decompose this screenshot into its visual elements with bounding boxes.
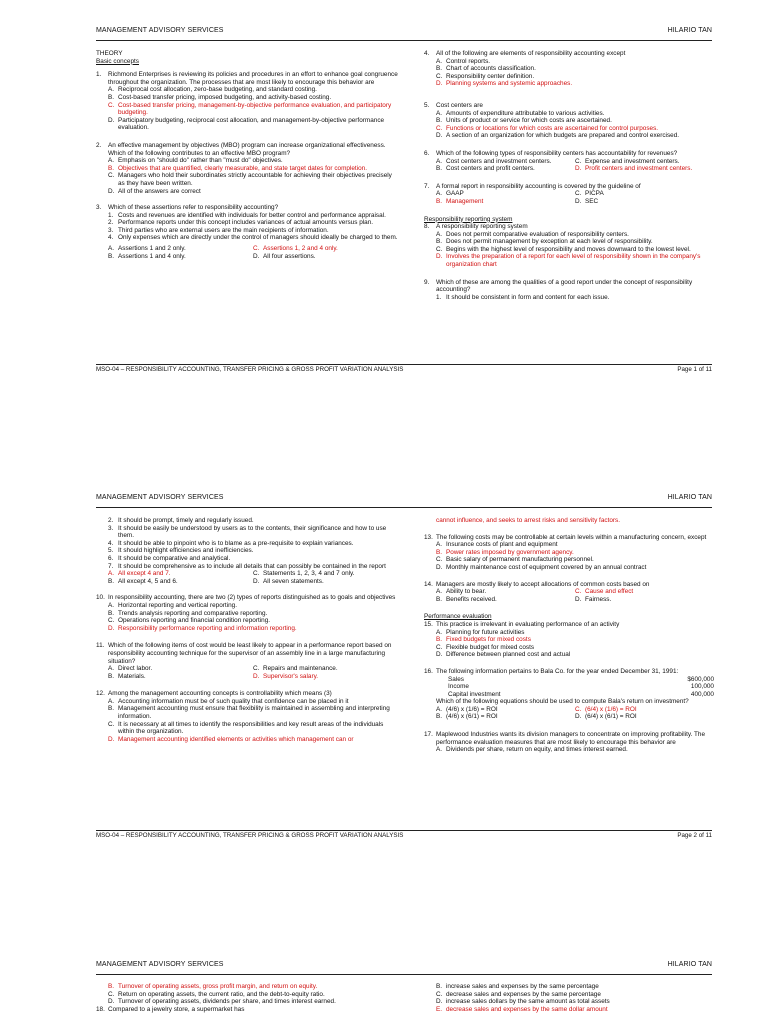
option-b: B. Does not permit management by exception at each level of responsibility. — [436, 238, 653, 246]
question-8: 8. A responsibility reporting system A. Does not permit comparative evaluation of responsibility centers. B. Does not permit management by exception at each level of responsibility. C. Begins with the highest level of responsibility and moves downward to the lowest level. D. Involves the preparation of a report for each level of responsibility shown in the company's organization chart — [424, 223, 714, 269]
option-c: C. PICPA — [575, 190, 604, 198]
assertion-4: 4. Only expenses which are directly under the control of managers should ideally be charged to them. — [108, 234, 398, 242]
option-b-answer: B. Objectives that are quantified, clearly measurable, and state target dates for completion. — [108, 164, 368, 172]
page-footer — [96, 366, 712, 376]
option-a: A. Direct labor. — [108, 665, 153, 673]
page-number: Page 2 of 11 — [677, 832, 712, 839]
statement-4: 4. It should be able to pinpoint who is to blame as a pre-requisite to explain variances. — [108, 539, 354, 547]
option-d: D. Difference between planned cost and actual — [436, 651, 571, 659]
option-d: D. (6/4) x (6/1) = ROI — [575, 713, 637, 721]
option-c: C. It is necessary at all times to identify the responsibilities and key result areas of the individuals within the organization. — [108, 720, 384, 736]
option-a: A. Insurance costs of plant and equipment — [436, 541, 558, 549]
question-13: 13. The following costs may be controllable at certain levels within a manufacturing concern, except A. Insurance costs of plant and equipment B. Power rates imposed by government agency. C. Basic salary of permanent manufacturing personnel. D. Monthly maintenance cost of equipment covered by an annual contract — [424, 534, 714, 572]
option-c: C. Managers who hold their subordinates strictly accountable for achieving their objectives precisely as they have been written. — [108, 172, 392, 187]
option-b: B. All except 4, 5 and 6. — [108, 577, 178, 585]
option-b: B. increase sales and expenses by the same percentage — [436, 983, 599, 990]
header-course: MANAGEMENT ADVISORY SERVICES — [96, 494, 224, 501]
right-column — [424, 983, 714, 1013]
option-b: B. Materials. — [108, 672, 146, 680]
question-ask: Which of the following equations should be used to compute Bala's return on investment? — [436, 698, 689, 706]
option-b: B. Management accounting must ensure that flexibility is maintained in assembling and interpreting information. — [108, 705, 390, 721]
options-grid — [96, 570, 398, 585]
option-a: A. Planning for future activities — [436, 628, 525, 636]
question-2: 2. An effective management by objectives (MBO) program can increase organizational effectiveness. Which of the following contributes to an effective MBO program? A. Emphasis on "should do" rather than "must do" objectives. B. Objectives that are quantified, clearly measurable, and state target dates for completion. C. Managers who hold their subordinates strictly accountable for achieving their objectives precisely as they have been written. D. All of the answers are correct — [96, 142, 398, 195]
option-d: D. All four assertions. — [253, 252, 316, 260]
question-12-continued: cannot influence, and seeks to arrest risks and sensitivity factors. — [436, 517, 620, 524]
statement-1: 1. It should be consistent in form and content for each issue. — [436, 293, 610, 301]
option-c: C. decrease sales and expenses by the same percentage — [436, 990, 601, 998]
question-10: 10. In responsibility accounting, there are two (2) types of reports distinguished as to goals and objectives A. Horizontal reporting and vertical reporting. B. Trends analysis reporting and comparative reporting. C. Operations reporting and financial condition reporting. D. Responsibility performance reporting and information reporting. — [96, 594, 398, 632]
header-course: MANAGEMENT ADVISORY SERVICES — [96, 961, 224, 968]
question-15: 15. This practice is irrelevant in evaluating performance of an activity A. Planning for future activities B. Fixed budgets for mixed costs C. Flexible budget for mixed costs D. Difference between planned cost and actual — [424, 621, 714, 659]
header-author: HILARIO TAN — [667, 961, 712, 968]
page-footer — [96, 832, 712, 842]
left-column — [96, 983, 398, 1013]
option-b: B. Assertions 1 and 4 only. — [108, 252, 186, 260]
question-5: 5. Cost centers are A. Amounts of expenditure attributable to various activities. B. Units of product or service for which costs are ascertained. C. Functions or locations for which costs are ascertained for control purposes. D. A section of an organization for which budgets are prepared and control exercised. — [424, 102, 714, 140]
question-number: 1. — [96, 71, 102, 79]
option-d: D. SEC — [575, 197, 599, 205]
option-b: B. Cost-based transfer pricing, imposed budgeting, and activity-based costing. — [108, 93, 332, 101]
question-9: 9. Which of these are among the qualities of a good report under the concept of responsibility accounting? 1. It should be consistent in form and content for each issue. — [424, 279, 714, 302]
option-b: B. Trends analysis reporting and comparative reporting. — [108, 609, 268, 617]
question-3: 3. Which of these assertions refer to responsibility accounting? 1. Costs and revenues are identified with individuals for better control and performance appraisal. 2. Performance reports under this concept includes variances of actual amounts versus plan. 3. Third parties who are external users are the main recipients of information. 4. Only expenses which are directly under the control of managers should ideally be charged to them. A. Assertions 1 and 2 only. C. Assertions 1, 2 and 4 only. B. Assertions 1 and 4 only. D. All four assertions. — [96, 204, 398, 260]
option-c: C. Begins with the highest level of responsibility and moves downward to the lowest level. — [436, 245, 691, 253]
option-c: C. Expense and investment centers. — [575, 157, 680, 165]
option-d: D. All seven statements. — [253, 577, 324, 585]
option-d-answer: D. Planning systems and systemic approaches. — [436, 80, 573, 88]
option-b-answer: B. Turnover of operating assets, gross profit margin, and return on equity. — [108, 983, 318, 990]
option-a: A. Assertions 1 and 2 only. — [108, 245, 186, 253]
option-c: C. Responsibility center definition. — [436, 72, 535, 80]
option-d: D. increase sales dollars by the same amount as total assets — [436, 998, 610, 1006]
option-a: A. Emphasis on "should do" rather than "must do" objectives. — [108, 157, 283, 165]
option-a: A. Does not permit comparative evaluation of responsibility centers. — [436, 230, 629, 238]
header-rule — [96, 507, 712, 508]
option-c-answer: C. Cost-based transfer pricing, management-by-objective performance evaluation, and participatory budgeting. — [108, 101, 392, 117]
option-b: B. Chart of accounts classification. — [436, 65, 536, 73]
options-grid — [424, 158, 714, 173]
assertion-3: 3. Third parties who are external users are the main recipients of information. — [108, 226, 329, 234]
statement-6: 6. It should be comparative and analytical. — [108, 554, 231, 562]
option-b-answer: B. Fixed budgets for mixed costs — [436, 636, 531, 644]
question-6: 6. Which of the following types of responsibility centers has accountability for revenues? A. Cost centers and investment centers. C. Expense and investment centers. B. Cost centers and profit centers. D. Profit centers and investment centers. — [424, 150, 714, 173]
option-c-answer: C. Functions or locations for which costs are ascertained for control purposes. — [436, 124, 659, 132]
option-a: A. Amounts of expenditure attributable to various activities. — [436, 109, 605, 117]
options-grid — [96, 665, 398, 680]
footer-rule — [96, 364, 712, 365]
option-d-answer: D. Management accounting identified elements or activities which management can or — [108, 735, 354, 743]
options-grid — [424, 706, 714, 721]
question-stem: Richmond Enterprises is reviewing its policies and procedures in an effort to enhance goal congruence throughout the organization. The processes that are most likely to encourage this behavior are — [108, 71, 398, 86]
option-a: A. Cost centers and investment centers. — [436, 157, 552, 165]
option-b: B. (4/6) x (6/1) = ROI — [436, 713, 498, 721]
footer-title: MSO-04 – RESPONSIBILITY ACCOUNTING, TRANSFER PRICING & GROSS PROFIT VARIATION ANALYSIS — [96, 366, 404, 373]
option-c: C. Statements 1, 2, 3, 4 and 7 only. — [253, 570, 355, 578]
figure-income: Income 100,000 — [448, 683, 714, 691]
option-a: A. Horizontal reporting and vertical reporting. — [108, 601, 237, 609]
header-course: MANAGEMENT ADVISORY SERVICES — [96, 27, 224, 34]
option-c: C. Basic salary of permanent manufacturing personnel. — [436, 556, 594, 564]
option-b-answer: B. Power rates imposed by government agency. — [436, 548, 574, 556]
option-c: C. Return on operating assets, the current ratio, and the debt-to-equity ratio. — [108, 990, 325, 998]
section-subtitle: Performance evaluation — [424, 613, 492, 621]
question-7: 7. A formal report in responsibility accounting is covered by the guideline of A. GAAP C. PICPA B. Management D. SEC — [424, 183, 714, 206]
left-column — [96, 517, 398, 743]
option-a: A. Ability to bear. — [436, 588, 487, 596]
figure-sales: Sales $600,000 — [448, 675, 714, 683]
option-a: A. Dividends per share, return on equity, and times interest earned. — [436, 746, 628, 754]
header-author: HILARIO TAN — [667, 494, 712, 501]
option-d: D. Participatory budgeting, reciprocal cost allocation, and management-by-objective performance evaluation. — [108, 116, 385, 132]
statement-7: 7. It should be comprehensive as to include all details that can possibly be contained in the report — [108, 562, 386, 570]
question-12: 12. Among the management accounting concepts is controllability which means (3) A. Accounting information must be of such quality that confidence can be placed in it B. Management accounting must ensure that flexibility is maintained in assembling and interpreting information. C. It is necessary at all times to identify the responsibilities and key result areas of the individuals within the organization. D. Management accounting identified elements or activities which management can or — [96, 690, 398, 743]
question-16: 16. The following information pertains to Bala Co. for the year ended December 31, 1991: Sales $600,000 Income 100,000 Capital investment 400,000 Which of the following equations should be used to compute Bala's return on investment? A. (4/6) x (1/6) = ROI C. (6/4) x (1/6) = ROI B. (4/6) x (6/1) = ROI D. (6/4) x (6/1) = ROI — [424, 667, 714, 721]
section-subtitle: Responsibility reporting system — [424, 215, 513, 223]
options-grid — [424, 190, 714, 205]
statement-2: 2. It should be prompt, timely and regularly issued. — [108, 517, 254, 524]
header-rule — [96, 974, 712, 975]
option-d: D. Monthly maintenance cost of equipment covered by an annual contract — [436, 563, 647, 571]
header-rule — [96, 40, 712, 41]
question-18: 18. Compared to a jewelry store, a supermarket has — [96, 1005, 245, 1013]
option-d-answer: D. Profit centers and investment centers. — [575, 165, 693, 173]
assertion-1: 1. Costs and revenues are identified with individuals for better control and performance appraisal. — [108, 211, 386, 219]
option-d-answer: D. Supervisor's salary. — [253, 672, 319, 680]
question-1 — [96, 71, 398, 132]
option-d: D. All of the answers are correct — [108, 187, 201, 195]
option-a: A. Accounting information must be of such quality that confidence can be placed in it — [108, 697, 349, 705]
page-header — [96, 27, 712, 39]
option-a: A. Control reports. — [436, 57, 491, 65]
footer-rule — [96, 830, 712, 831]
option-b: B. Units of product or service for which costs are ascertained. — [436, 117, 612, 125]
question-11: 11. Which of the following items of cost would be least likely to appear in a performance report based on responsibility accounting technique for the supervisor of an assembly line in a large manufacturing situation? A. Direct labor. C. Repairs and maintenance. B. Materials. D. Supervisor's salary. — [96, 642, 398, 680]
option-a: A. Reciprocal cost allocation, zero-base budgeting, and standard costing. — [108, 86, 317, 94]
option-a: A. GAAP — [436, 190, 464, 198]
options-grid — [96, 245, 398, 260]
option-b-answer: B. Management — [436, 197, 484, 205]
option-d-answer: D. Involves the preparation of a report for each level of responsibility shown in the company's organization chart — [436, 253, 701, 269]
option-a-answer: A. All except 4 and 7. — [108, 570, 171, 578]
option-c-answer: C. (6/4) x (1/6) = ROI — [575, 705, 637, 713]
option-a: A. (4/6) x (1/6) = ROI — [436, 705, 498, 713]
question-4: 4. All of the following are elements of responsibility accounting except A. Control reports. B. Chart of accounts classification. C. Responsibility center definition. D. Planning systems and systemic approaches. — [424, 50, 714, 88]
statement-5: 5. It should highlight efficiencies and inefficiencies. — [108, 547, 254, 555]
option-c: C. Flexible budget for mixed costs — [436, 643, 535, 651]
section-subtitle: Basic concepts — [96, 57, 139, 65]
option-b: B. Benefits received. — [436, 595, 497, 603]
question-17: 17. Maplewood Industries wants its division managers to concentrate on improving profitability. The performance evaluation measures that are most likely to encourage this behavior are A. Dividends per share, return on equity, and times interest earned. — [424, 731, 714, 754]
option-c-answer: C. Assertions 1, 2 and 4 only. — [253, 245, 338, 253]
left-column — [96, 50, 398, 260]
option-c-answer: C. Cause and effect — [575, 588, 634, 596]
right-column — [424, 517, 714, 754]
page-header — [96, 494, 712, 506]
option-d: D. Turnover of operating assets, dividends per share, and times interest earned. — [108, 998, 336, 1006]
assertion-2: 2. Performance reports under this concept includes variances of actual amounts versus plan. — [108, 219, 374, 227]
footer-title: MSO-04 – RESPONSIBILITY ACCOUNTING, TRANSFER PRICING & GROSS PROFIT VARIATION ANALYSIS — [96, 832, 404, 839]
option-e-answer: E. decrease sales and expenses by the same dollar amount — [436, 1005, 608, 1013]
option-b: B. Cost centers and profit centers. — [436, 165, 535, 173]
statement-3: 3. It should be easily be understood by users as to the contents, their significance and how to use them. — [108, 524, 387, 540]
header-author: HILARIO TAN — [667, 27, 712, 34]
option-d: D. Fairness. — [575, 595, 612, 603]
option-c: C. Repairs and maintenance. — [253, 665, 338, 673]
section-title: THEORY — [96, 50, 123, 57]
options-grid — [424, 588, 714, 603]
right-column — [424, 50, 714, 301]
page-number: Page 1 of 11 — [677, 366, 712, 373]
option-d-answer: D. Responsibility performance reporting and information reporting. — [108, 624, 297, 632]
page-header — [96, 961, 712, 973]
option-d: D. A section of an organization for which budgets are prepared and control exercised. — [436, 132, 680, 140]
option-c: C. Operations reporting and financial condition reporting. — [108, 617, 271, 625]
question-9-continued — [96, 517, 398, 585]
question-14: 14. Managers are mostly likely to accept allocations of common costs based on A. Ability to bear. C. Cause and effect B. Benefits received. D. Fairness. — [424, 581, 714, 604]
figure-capital: Capital investment 400,000 — [448, 690, 714, 698]
